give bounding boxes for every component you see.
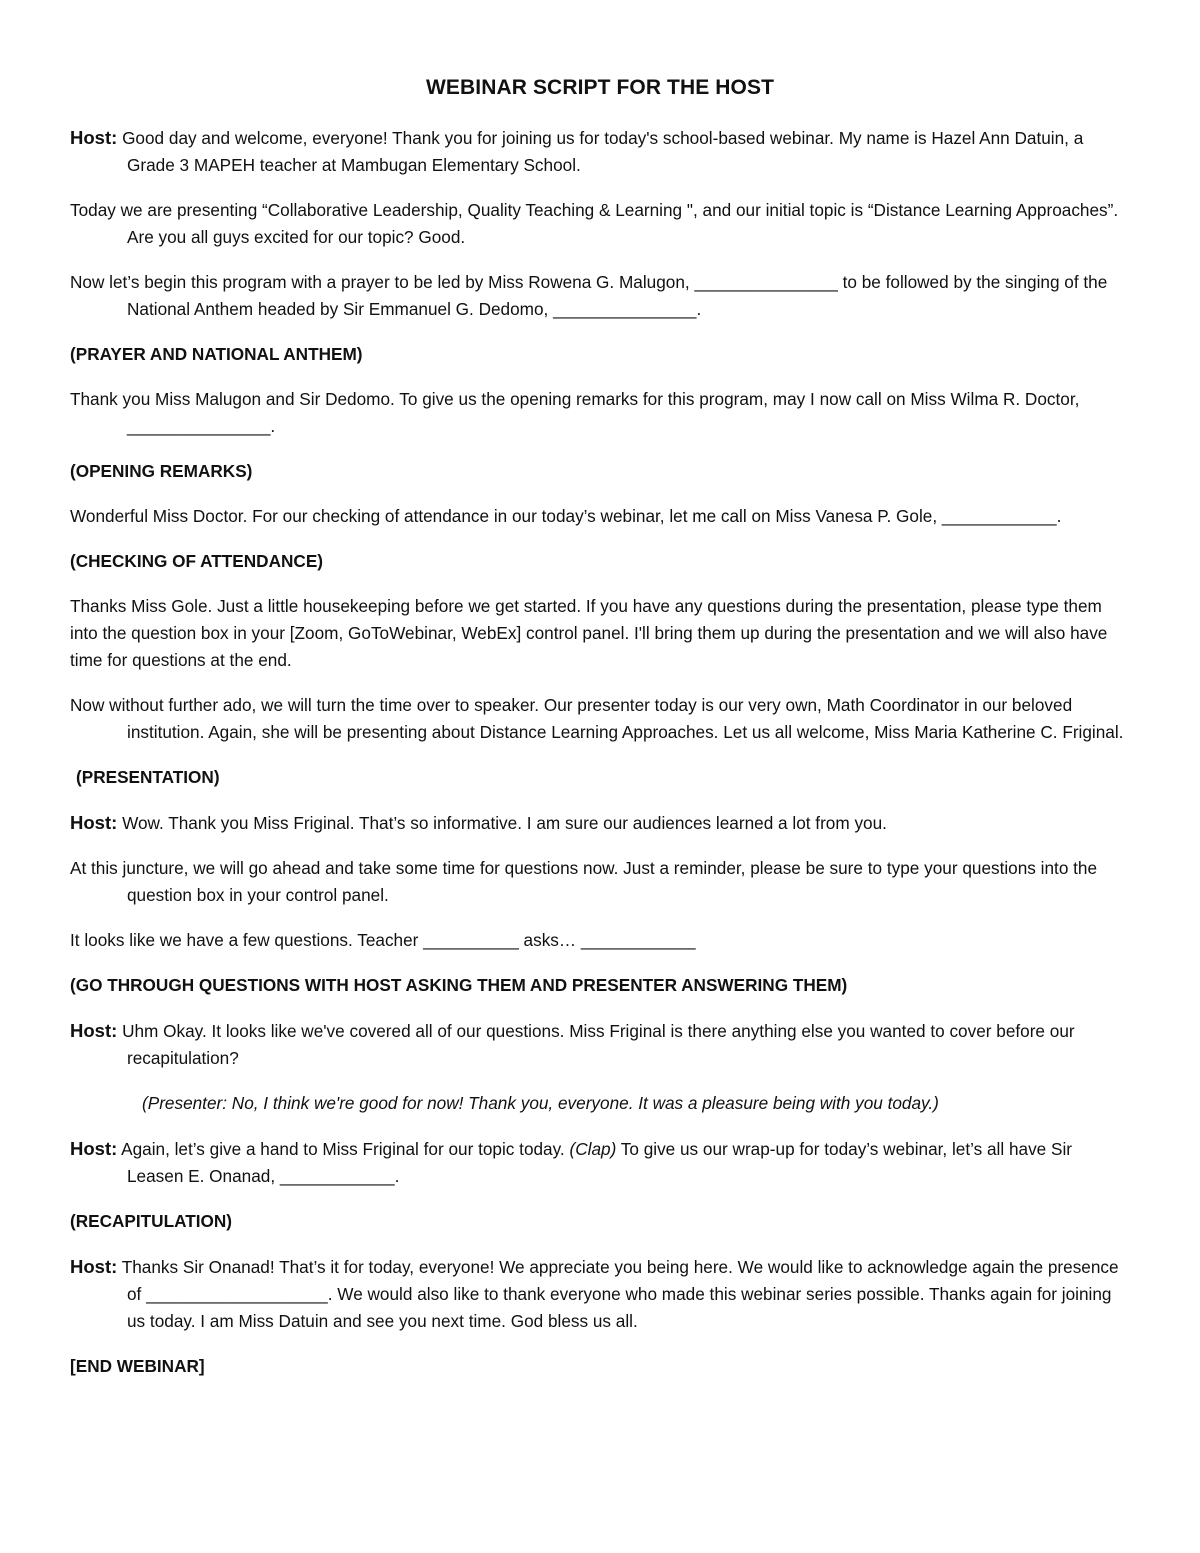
- document-title: WEBINAR SCRIPT FOR THE HOST: [425, 76, 775, 99]
- section-heading-questions: (GO THROUGH QUESTIONS WITH HOST ASKING THEM AND PRESENTER ANSWERING THEM): [70, 975, 848, 995]
- paragraph-wrap-up-call: [70, 1135, 1130, 1190]
- paragraph-questions-intro: At this juncture, we will go ahead and take some time for questions now. Just a reminder, please be sure to type your questions into the question box in your control panel.: [70, 858, 1098, 905]
- section-heading-presentation: (PRESENTATION): [76, 767, 220, 787]
- paragraph-topic: Today we are presenting “Collaborative Leadership, Quality Teaching & Learning ", and our initial topic is “Distance Learning Approaches”. Are you all guys excited for our topic? Good.: [70, 200, 1119, 247]
- document-page: [70, 70, 1130, 1398]
- paragraph-prayer-anthem: Now let’s begin this program with a prayer to be led by Miss Rowena G. Malugon, _______________ to be followed by the singing of the National Anthem headed by Sir Emmanuel G. Dedomo, _______________.: [70, 272, 1108, 319]
- paragraph-introduce-speaker: Now without further ado, we will turn the time over to speaker. Our presenter today is our very own, Math Coordinator in our beloved institution. Again, she will be presenting about Distance Learning Approaches. Let us all welcome, Miss Maria Katherine C. Friginal.: [70, 695, 1124, 742]
- section-heading-opening-remarks: (OPENING REMARKS): [70, 461, 253, 481]
- host-label: Host:: [70, 127, 118, 148]
- host-label: Host:: [70, 1138, 118, 1159]
- paragraph-welcome: [70, 124, 1130, 179]
- section-heading-attendance: (CHECKING OF ATTENDANCE): [70, 551, 324, 571]
- paragraph-thanks-presenter: [70, 809, 1130, 837]
- paragraph-opening-call: Thank you Miss Malugon and Sir Dedomo. To give us the opening remarks for this program, may I now call on Miss Wilma R. Doctor, _______________.: [70, 389, 1080, 436]
- host-label: Host:: [70, 1020, 118, 1041]
- paragraph-attendance-call: Wonderful Miss Doctor. For our checking of attendance in our today’s webinar, let me call on Miss Vanesa P. Gole, ____________.: [70, 506, 1062, 526]
- paragraph-questions-asked: It looks like we have a few questions. Teacher __________ asks… ____________: [70, 930, 696, 950]
- paragraph-text: Again, let’s give a hand to Miss Friginal for our topic today.: [121, 1139, 565, 1159]
- clap-cue: (Clap): [569, 1139, 617, 1159]
- paragraph-text: Thanks Sir Onanad! That’s it for today, everyone! We appreciate you being here. We would like to acknowledge again the presence of ___________________. We would also like to thank everyone who made this webinar series possible. Thanks again for joining us today. I am Miss Datuin and see you next time. God bless us all.: [121, 1257, 1119, 1331]
- paragraph-text: To give us our wrap-up for today’s webinar, let’s all have Sir Leasen E. Onanad, ____________.: [127, 1139, 1073, 1186]
- paragraph-text: Uhm Okay. It looks like we've covered all of our questions. Miss Friginal is there anything else you wanted to cover before our recapitulation?: [122, 1021, 1075, 1068]
- paragraph-text: Good day and welcome, everyone! Thank you for joining us for today's school-based webinar. My name is Hazel Ann Datuin, a Grade 3 MAPEH teacher at Mambugan Elementary School.: [122, 128, 1084, 175]
- paragraph-housekeeping: Thanks Miss Gole. Just a little housekeeping before we get started. If you have any questions during the presentation, please type them into the question box in your [Zoom, GoToWebinar, WebEx] control panel. I'll bring them up during the presentation and we will also have time for questions at the end.: [70, 596, 1108, 670]
- presenter-reply: (Presenter: No, I think we're good for now! Thank you, everyone. It was a pleasure being with you today.): [142, 1093, 939, 1113]
- paragraph-text: Wow. Thank you Miss Friginal. That’s so informative. I am sure our audiences learned a lot from you.: [122, 813, 887, 833]
- host-label: Host:: [70, 1256, 118, 1277]
- paragraph-closing: [70, 1253, 1130, 1335]
- section-heading-prayer: (PRAYER AND NATIONAL ANTHEM): [70, 344, 363, 364]
- section-heading-recapitulation: (RECAPITULATION): [70, 1211, 232, 1231]
- section-heading-end: [END WEBINAR]: [70, 1356, 205, 1376]
- host-label: Host:: [70, 812, 118, 833]
- paragraph-covered-questions: [70, 1017, 1130, 1072]
